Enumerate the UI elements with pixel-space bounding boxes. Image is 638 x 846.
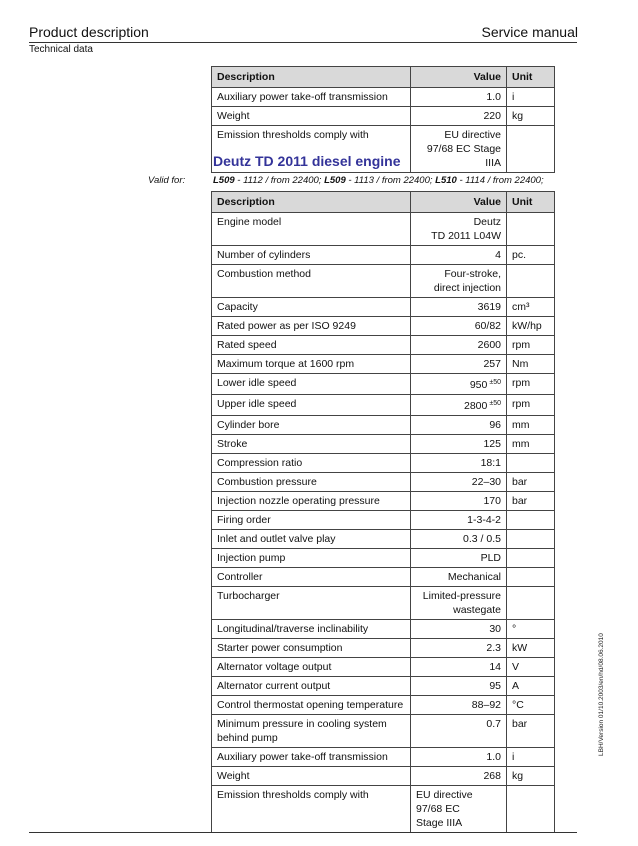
value-text: 268: [483, 770, 501, 782]
row-value: [411, 511, 507, 530]
valid-for-label: Valid for:: [148, 175, 186, 186]
valid-model: L509: [324, 175, 346, 186]
value-text: 1-3-4-2: [467, 514, 501, 526]
row-description: [212, 748, 411, 767]
row-value: [411, 492, 507, 511]
description-text: Combustion method: [217, 268, 311, 280]
table-row: [212, 213, 555, 246]
row-description: [212, 265, 411, 298]
description-text: Inlet and outlet valve play: [217, 533, 336, 545]
row-value: [411, 416, 507, 435]
row-description: [212, 473, 411, 492]
table-row: [212, 317, 555, 336]
table-row: [212, 492, 555, 511]
row-description: [212, 454, 411, 473]
tolerance-text: ±50: [489, 379, 501, 386]
description-text: Injection pump: [217, 552, 286, 564]
row-description: [212, 677, 411, 696]
valid-model: L509: [213, 175, 235, 186]
row-unit: rpm: [507, 395, 555, 416]
description-text: Capacity: [217, 301, 258, 313]
row-description: [212, 416, 411, 435]
value-text: Limited-pressure: [422, 590, 501, 602]
col-description: Description: [212, 192, 411, 213]
table-row: [212, 620, 555, 639]
value-text: 14: [489, 661, 501, 673]
row-unit: kg: [507, 107, 555, 126]
description-text: Weight: [217, 110, 250, 122]
row-value: [411, 748, 507, 767]
value-text: 1.0: [486, 91, 501, 103]
row-value: [411, 317, 507, 336]
value-text: 125: [483, 438, 501, 450]
value-text: 22–30: [471, 476, 501, 488]
value-text: 3619: [477, 301, 501, 313]
description-text: Control thermostat opening temperature: [217, 699, 404, 711]
col-value: Value: [411, 67, 507, 88]
value-text: 2600: [477, 339, 501, 351]
row-description: [212, 511, 411, 530]
description-text: Upper idle speed: [217, 398, 297, 410]
table-row: [212, 786, 555, 833]
col-unit: Unit: [507, 192, 555, 213]
value-text: Four-stroke,: [444, 268, 501, 280]
description-text: Number of cylinders: [217, 249, 311, 261]
row-description: [212, 620, 411, 639]
col-value: Value: [411, 192, 507, 213]
value-text: 60/82: [474, 320, 501, 332]
row-description: [212, 298, 411, 317]
row-value: [411, 265, 507, 298]
row-description: [212, 549, 411, 568]
valid-serial: - 1113 / from 22400;: [345, 175, 436, 186]
row-description: [212, 696, 411, 715]
row-unit: [507, 786, 555, 833]
row-value: [411, 107, 507, 126]
description-text: Stroke: [217, 438, 248, 450]
tolerance-text: ±50: [489, 400, 501, 407]
row-unit: bar: [507, 492, 555, 511]
row-description: [212, 786, 411, 833]
row-value: [411, 677, 507, 696]
row-unit: [507, 568, 555, 587]
row-value: [411, 786, 507, 833]
table-row: [212, 336, 555, 355]
row-description: [212, 767, 411, 786]
table-row: [212, 435, 555, 454]
description-text: behind pump: [217, 732, 278, 744]
value-text: EU directive 97/68 EC: [416, 789, 473, 815]
row-description: [212, 355, 411, 374]
value-text: TD 2011 L04W: [431, 230, 501, 242]
table-row: [212, 298, 555, 317]
description-text: Controller: [217, 571, 263, 583]
description-text: Lower idle speed: [217, 377, 297, 389]
table-row: [212, 530, 555, 549]
table-row: [212, 88, 555, 107]
valid-serial: - 1114 / from 22400;: [456, 175, 544, 186]
row-unit: rpm: [507, 374, 555, 395]
header-left-title: Product description: [29, 24, 149, 40]
description-text: Emission thresholds comply with: [217, 129, 369, 141]
section-title: Deutz TD 2011 diesel engine: [213, 153, 401, 169]
row-description: [212, 435, 411, 454]
value-text: 2800: [464, 400, 488, 412]
table-row: [212, 473, 555, 492]
row-unit: rpm: [507, 336, 555, 355]
description-text: Emission thresholds comply with: [217, 789, 369, 801]
table-header-row: [212, 67, 555, 88]
row-value: [411, 568, 507, 587]
row-unit: [507, 549, 555, 568]
row-value: [411, 355, 507, 374]
row-value: [411, 298, 507, 317]
valid-for-models: [213, 175, 544, 186]
table-row: [212, 107, 555, 126]
value-text: Mechanical: [447, 571, 501, 583]
row-unit: [507, 213, 555, 246]
row-value: [411, 395, 507, 416]
row-unit: i: [507, 88, 555, 107]
table-header-row: [212, 192, 555, 213]
row-unit: kW: [507, 639, 555, 658]
footer-divider: [29, 832, 577, 833]
table-row: [212, 265, 555, 298]
row-value: [411, 639, 507, 658]
row-value: [411, 620, 507, 639]
description-text: Auxiliary power take-off transmission: [217, 91, 388, 103]
row-value: [411, 454, 507, 473]
header-right-title: Service manual: [481, 24, 578, 40]
row-value: [411, 767, 507, 786]
row-value: [411, 126, 507, 173]
row-description: [212, 374, 411, 395]
table-row: [212, 416, 555, 435]
row-value: [411, 696, 507, 715]
value-text: PLD: [480, 552, 501, 564]
table-row: [212, 454, 555, 473]
value-text: 220: [483, 110, 501, 122]
row-description: [212, 568, 411, 587]
description-text: Weight: [217, 770, 250, 782]
value-text: 0.7: [486, 718, 501, 730]
row-unit: mm: [507, 435, 555, 454]
table-row: [212, 696, 555, 715]
value-text: 257: [483, 358, 501, 370]
row-description: [212, 107, 411, 126]
table-row: [212, 549, 555, 568]
table-row: [212, 677, 555, 696]
row-unit: °: [507, 620, 555, 639]
value-text: 18:1: [480, 457, 501, 469]
value-text: 95: [489, 680, 501, 692]
spec-table-engine: [211, 191, 555, 833]
row-description: [212, 587, 411, 620]
row-description: [212, 317, 411, 336]
table-row: [212, 374, 555, 395]
row-unit: [507, 126, 555, 173]
row-unit: kW/hp: [507, 317, 555, 336]
table-row: [212, 767, 555, 786]
row-value: [411, 549, 507, 568]
value-text: 4: [495, 249, 501, 261]
row-description: [212, 88, 411, 107]
value-text: Deutz: [473, 216, 501, 228]
table-row: [212, 511, 555, 530]
row-unit: [507, 511, 555, 530]
description-text: Auxiliary power take-off transmission: [217, 751, 388, 763]
description-text: Rated power as per ISO 9249: [217, 320, 356, 332]
row-value: [411, 715, 507, 748]
value-text: wastegate: [453, 604, 501, 616]
row-description: [212, 658, 411, 677]
row-value: [411, 88, 507, 107]
value-text: 96: [489, 419, 501, 431]
value-text: 1.0: [486, 751, 501, 763]
row-value: [411, 374, 507, 395]
description-text: Starter power consumption: [217, 642, 343, 654]
row-unit: Nm: [507, 355, 555, 374]
row-value: [411, 435, 507, 454]
value-text: EU directive 97/68 EC Stage IIIA: [426, 129, 501, 169]
table-row: [212, 355, 555, 374]
table-row: [212, 587, 555, 620]
table-row: [212, 395, 555, 416]
row-description: [212, 246, 411, 265]
table-row: [212, 639, 555, 658]
description-text: Turbocharger: [217, 590, 280, 602]
table-row: [212, 568, 555, 587]
row-unit: [507, 587, 555, 620]
row-unit: [507, 265, 555, 298]
row-unit: bar: [507, 715, 555, 748]
row-unit: A: [507, 677, 555, 696]
description-text: Alternator current output: [217, 680, 331, 692]
table-row: [212, 715, 555, 748]
row-value: [411, 473, 507, 492]
value-text: direct injection: [433, 282, 501, 294]
row-unit: [507, 454, 555, 473]
col-unit: Unit: [507, 67, 555, 88]
description-text: Compression ratio: [217, 457, 303, 469]
row-value: [411, 213, 507, 246]
row-unit: cm³: [507, 298, 555, 317]
description-text: Alternator voltage output: [217, 661, 332, 673]
row-description: [212, 530, 411, 549]
row-value: [411, 530, 507, 549]
row-unit: kg: [507, 767, 555, 786]
row-unit: [507, 530, 555, 549]
description-text: Injection nozzle operating pressure: [217, 495, 380, 507]
row-description: [212, 715, 411, 748]
description-text: Cylinder bore: [217, 419, 280, 431]
value-text: 2.3: [486, 642, 501, 654]
table-row: [212, 658, 555, 677]
row-description: [212, 336, 411, 355]
row-description: [212, 639, 411, 658]
row-unit: bar: [507, 473, 555, 492]
row-value: [411, 658, 507, 677]
version-note: LBH/Version 01/10.2003/en/hd/08.06.2010: [598, 633, 605, 756]
row-description: [212, 213, 411, 246]
description-text: Engine model: [217, 216, 282, 228]
row-description: [212, 395, 411, 416]
row-unit: °C: [507, 696, 555, 715]
row-unit: i: [507, 748, 555, 767]
header-divider: [29, 42, 577, 43]
row-value: [411, 246, 507, 265]
row-unit: pc.: [507, 246, 555, 265]
description-text: Longitudinal/traverse inclinability: [217, 623, 369, 635]
valid-serial: - 1112 / from 22400;: [234, 175, 325, 186]
valid-model: L510: [435, 175, 457, 186]
header-subtitle: Technical data: [29, 44, 93, 55]
table-row: [212, 748, 555, 767]
description-text: Maximum torque at 1600 rpm: [217, 358, 355, 370]
description-text: Firing order: [217, 514, 271, 526]
value-text: 30: [489, 623, 501, 635]
value-text: 0.3 / 0.5: [463, 533, 501, 545]
value-text: 88–92: [471, 699, 501, 711]
description-text: Minimum pressure in cooling system: [217, 718, 387, 730]
value-text: Stage IIIA: [416, 817, 463, 829]
row-value: [411, 587, 507, 620]
value-text: 950: [469, 379, 488, 391]
table-row: [212, 246, 555, 265]
description-text: Rated speed: [217, 339, 277, 351]
row-unit: V: [507, 658, 555, 677]
row-description: [212, 492, 411, 511]
description-text: Combustion pressure: [217, 476, 317, 488]
col-description: Description: [212, 67, 411, 88]
row-value: [411, 336, 507, 355]
value-text: 170: [483, 495, 501, 507]
row-unit: mm: [507, 416, 555, 435]
